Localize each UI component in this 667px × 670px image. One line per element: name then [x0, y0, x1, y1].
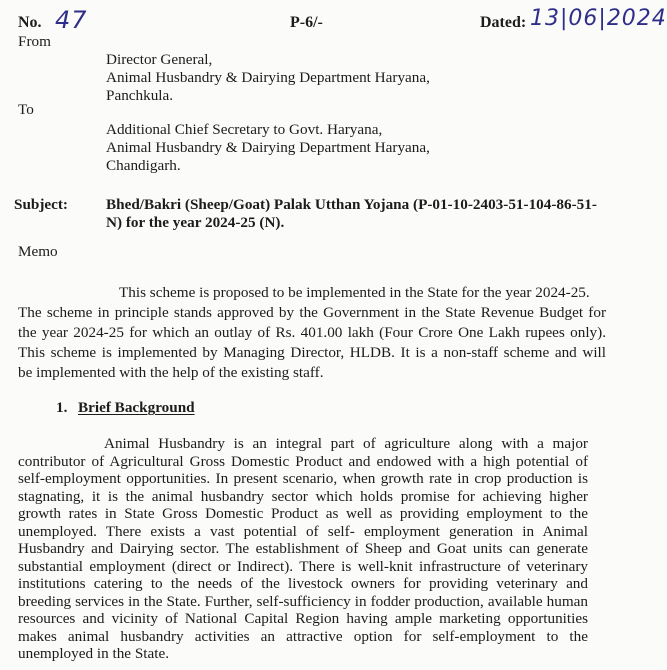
dated-value-handwritten: 13|06|2024: [530, 6, 667, 31]
intro-line: The scheme in principle stands approved by the Government in the State Revenue Budget for: [18, 304, 606, 321]
background-paragraph: [18, 434, 588, 664]
memo-label: Memo: [18, 243, 58, 260]
background-line: growth rates in State Gross Domestic Product as well as providing employment to the: [18, 505, 588, 522]
to-line: Chandigarh.: [106, 157, 181, 174]
background-line: substantial employment (direct or Indirect). There is well-knit infrastructure of veterinary: [18, 557, 588, 575]
intro-line: This scheme is proposed to be implemented in the State for the year 2024-25.: [119, 284, 590, 301]
intro-line: be implemented with the help of the existing staff.: [18, 364, 324, 381]
background-line: stagnating, it is the animal husbandry sector which holds promise for achieving higher: [18, 487, 588, 505]
from-address: [106, 51, 430, 105]
from-line: Director General,: [106, 51, 213, 68]
background-line: breeding services in the State. Further, self-sufficiency in fodder production, available human: [18, 592, 588, 610]
background-line: self-employment opportunities. In present scenario, when growth rate in crop production is: [18, 470, 588, 487]
background-line: unemployed in the State.: [18, 645, 169, 662]
no-label: No.: [18, 14, 42, 31]
background-line: makes animal husbandry activities an attractive option for self-employment to the: [18, 627, 588, 645]
to-address: [106, 121, 430, 175]
background-line: Husbandry and Dairying sector. The establishment of Sheep and Goat units can generate: [18, 540, 588, 557]
intro-line: the year 2024-25 for which an outlay of Rs. 401.00 lakh (Four Crore One Lakh rupees only).: [18, 324, 606, 341]
intro-paragraph: [18, 283, 606, 393]
background-line: Animal Husbandry is an integral part of agriculture along with a major: [104, 435, 588, 452]
section-number: 1.: [56, 399, 68, 416]
to-line: Additional Chief Secretary to Govt. Haryana,: [106, 121, 383, 138]
subject-text: [106, 196, 597, 232]
dated-label: Dated:: [480, 14, 527, 31]
section-title-text: Brief Background: [78, 399, 195, 416]
to-line: Animal Husbandry & Dairying Department Haryana,: [106, 139, 430, 156]
section-title: [78, 399, 195, 417]
page-reference: P-6/-: [290, 14, 323, 31]
from-label: From: [18, 33, 51, 50]
background-line: institutions catering to the needs of the livestock owners for providing veterinary and: [18, 575, 588, 592]
no-value-handwritten: 47: [55, 6, 88, 34]
from-line: Panchkula.: [106, 87, 174, 104]
subject-label: Subject:: [14, 196, 68, 213]
subject-line: Bhed/Bakri (Sheep/Goat) Palak Utthan Yojana (P-01-10-2403-51-104-86-51-: [106, 196, 597, 213]
subject-line: N) for the year 2024-25 (N).: [106, 214, 285, 231]
background-line: resources and vicinity of National Capital Region having ample marketing opportunities: [18, 610, 588, 627]
intro-line: This scheme is implemented by Managing Director, HLDB. It is a non-staff scheme and will: [18, 344, 606, 361]
background-line: unemployed. There exists a vast potential of self- employment generation in Animal: [18, 522, 588, 540]
from-line: Animal Husbandry & Dairying Department Haryana,: [106, 69, 430, 86]
to-label: To: [18, 101, 34, 118]
background-line: contributor of Agricultural Gross Domestic Product and endowed with a high potential of: [18, 452, 588, 470]
